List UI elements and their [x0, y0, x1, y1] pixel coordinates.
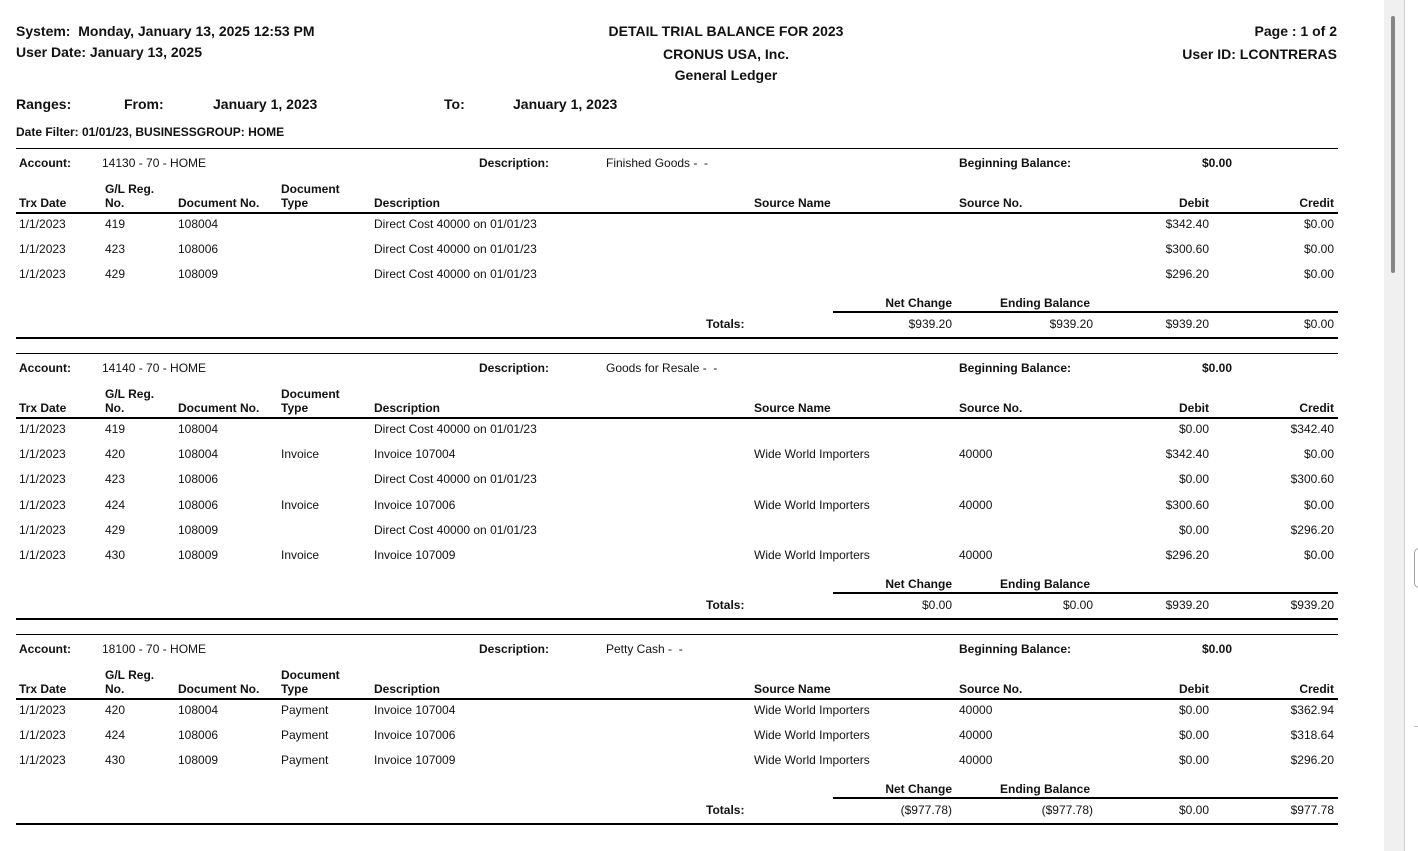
cell-gl-reg: 430	[105, 548, 126, 562]
account-description: Petty Cash - -	[606, 642, 683, 656]
cell-credit: $0.00	[1303, 217, 1334, 231]
cell-source-name: Wide World Importers	[754, 548, 870, 562]
cell-credit: $0.00	[1303, 267, 1334, 281]
to-label: To:	[444, 96, 465, 112]
cell-debit: $0.00	[1178, 753, 1209, 767]
net-change-label: Net Change	[885, 782, 952, 796]
col-source-name: Source Name	[754, 196, 831, 210]
col-gl-reg-no: No.	[105, 682, 125, 696]
col-trx-date: Trx Date	[19, 196, 67, 210]
cell-source-name: Wide World Importers	[754, 703, 870, 717]
account-number: 14140 - 70 - HOME	[102, 361, 207, 375]
cell-debit: $0.00	[1178, 422, 1209, 436]
col-credit: Credit	[1299, 196, 1334, 210]
cell-debit: $300.60	[1165, 498, 1209, 512]
cell-document-no: 108006	[178, 242, 219, 256]
net-change-label: Net Change	[885, 577, 952, 591]
col-gl-reg-no: No.	[105, 196, 125, 210]
cell-trx-date: 1/1/2023	[19, 728, 66, 742]
col-debit: Debit	[1179, 682, 1209, 696]
cell-document-no: 108006	[178, 498, 219, 512]
cell-trx-date: 1/1/2023	[19, 523, 66, 537]
cell-credit: $342.40	[1290, 422, 1334, 436]
page-number: Page : 1 of 2	[1254, 23, 1337, 39]
cell-source-name: Wide World Importers	[754, 753, 870, 767]
total-net-change: ($977.78)	[900, 803, 952, 817]
col-description: Description	[374, 401, 441, 415]
cell-document-no: 108009	[178, 548, 219, 562]
cell-document-no: 108004	[178, 422, 219, 436]
cell-trx-date: 1/1/2023	[19, 242, 66, 256]
total-credit: $977.78	[1290, 803, 1334, 817]
total-net-change: $939.20	[908, 317, 952, 331]
cell-description: Invoice 107004	[374, 447, 456, 461]
col-document-type: Document	[281, 387, 340, 401]
header-rule	[16, 417, 1338, 419]
from-value: January 1, 2023	[213, 96, 318, 112]
cell-trx-date: 1/1/2023	[19, 267, 66, 281]
cell-document-no: 108009	[178, 267, 219, 281]
total-debit: $0.00	[1178, 803, 1209, 817]
cell-credit: $0.00	[1303, 447, 1334, 461]
total-ending-balance: ($977.78)	[1041, 803, 1093, 817]
col-debit: Debit	[1179, 401, 1209, 415]
total-credit: $0.00	[1303, 317, 1334, 331]
cell-description: Direct Cost 40000 on 01/01/23	[374, 422, 537, 436]
cell-document-no: 108009	[178, 753, 219, 767]
cell-credit: $296.20	[1290, 753, 1334, 767]
cell-gl-reg: 423	[105, 242, 126, 256]
description-label: Description:	[479, 361, 550, 375]
cell-trx-date: 1/1/2023	[19, 217, 66, 231]
ranges-label: Ranges:	[16, 96, 72, 112]
section-top-rule	[16, 634, 1338, 635]
total-debit: $939.20	[1165, 317, 1209, 331]
col-gl-reg-no: No.	[105, 401, 125, 415]
description-label: Description:	[479, 156, 550, 170]
system-label: System:	[16, 23, 71, 39]
col-document-no: Document No.	[178, 401, 260, 415]
cell-debit: $342.40	[1165, 217, 1209, 231]
col-document-no: Document No.	[178, 682, 260, 696]
cell-gl-reg: 420	[105, 703, 126, 717]
cell-description: Invoice 107006	[374, 728, 456, 742]
col-document-type-2: Type	[281, 401, 309, 415]
section-bottom-rule	[16, 823, 1338, 825]
cell-trx-date: 1/1/2023	[19, 703, 66, 717]
section-top-rule	[16, 353, 1338, 354]
cell-source-no: 40000	[959, 703, 993, 717]
col-credit: Credit	[1299, 401, 1334, 415]
cell-credit: $318.64	[1290, 728, 1334, 742]
cell-document-type: Invoice	[281, 447, 320, 461]
cell-description: Direct Cost 40000 on 01/01/23	[374, 217, 537, 231]
cell-trx-date: 1/1/2023	[19, 422, 66, 436]
total-ending-balance: $939.20	[1049, 317, 1093, 331]
cell-description: Direct Cost 40000 on 01/01/23	[374, 472, 537, 486]
system-datetime	[16, 23, 315, 39]
cell-credit: $362.94	[1290, 703, 1334, 717]
cell-source-no: 40000	[959, 548, 993, 562]
user-date: User Date: January 13, 2025	[16, 44, 202, 60]
beginning-balance-value: $0.00	[1201, 642, 1233, 656]
totals-label: Totals:	[706, 803, 745, 817]
date-filter: Date Filter: 01/01/23, BUSINESSGROUP: HOME	[16, 125, 285, 139]
cell-source-no: 40000	[959, 728, 993, 742]
account-number: 14130 - 70 - HOME	[102, 156, 207, 170]
ending-balance-label: Ending Balance	[1000, 577, 1091, 591]
beginning-balance-label: Beginning Balance:	[959, 361, 1072, 375]
cell-gl-reg: 423	[105, 472, 126, 486]
beginning-balance-value: $0.00	[1201, 361, 1233, 375]
net-change-label: Net Change	[885, 296, 952, 310]
report-title: DETAIL TRIAL BALANCE FOR 2023	[608, 23, 844, 39]
cell-trx-date: 1/1/2023	[19, 498, 66, 512]
account-description: Goods for Resale - -	[606, 361, 718, 375]
cell-document-no: 108006	[178, 728, 219, 742]
totals-rule	[833, 592, 1338, 594]
cell-description: Invoice 107006	[374, 498, 456, 512]
col-document-no: Document No.	[178, 196, 260, 210]
cell-gl-reg: 429	[105, 523, 126, 537]
beginning-balance-label: Beginning Balance:	[959, 156, 1072, 170]
ending-balance-label: Ending Balance	[1000, 296, 1091, 310]
cell-gl-reg: 429	[105, 267, 126, 281]
cell-debit: $300.60	[1165, 242, 1209, 256]
cell-source-name: Wide World Importers	[754, 728, 870, 742]
col-source-name: Source Name	[754, 401, 831, 415]
account-number: 18100 - 70 - HOME	[102, 642, 207, 656]
cell-credit: $300.60	[1290, 472, 1334, 486]
col-source-name: Source Name	[754, 682, 831, 696]
cell-source-no: 40000	[959, 498, 993, 512]
cell-gl-reg: 424	[105, 728, 126, 742]
total-credit: $939.20	[1290, 598, 1334, 612]
cell-document-no: 108004	[178, 217, 219, 231]
account-label: Account:	[19, 156, 71, 170]
col-description: Description	[374, 682, 441, 696]
col-document-type-2: Type	[281, 196, 309, 210]
cell-debit: $0.00	[1178, 472, 1209, 486]
col-gl-reg: G/L Reg.	[105, 668, 155, 682]
cell-trx-date: 1/1/2023	[19, 447, 66, 461]
total-net-change: $0.00	[921, 598, 952, 612]
cell-source-name: Wide World Importers	[754, 447, 870, 461]
account-label: Account:	[19, 361, 71, 375]
cell-debit: $342.40	[1165, 447, 1209, 461]
totals-label: Totals:	[706, 598, 745, 612]
col-trx-date: Trx Date	[19, 401, 67, 415]
totals-rule	[833, 797, 1338, 799]
cell-source-name: Wide World Importers	[754, 498, 870, 512]
cell-gl-reg: 419	[105, 422, 126, 436]
vertical-scrollbar[interactable]	[1384, 0, 1405, 851]
col-trx-date: Trx Date	[19, 682, 67, 696]
cell-document-no: 108009	[178, 523, 219, 537]
scrollbar-thumb[interactable]	[1391, 16, 1395, 273]
cell-document-type: Payment	[281, 728, 329, 742]
cell-description: Invoice 107009	[374, 548, 456, 562]
cell-debit: $296.20	[1165, 267, 1209, 281]
cell-trx-date: 1/1/2023	[19, 548, 66, 562]
cell-document-type: Payment	[281, 703, 329, 717]
from-label: From:	[124, 96, 164, 112]
cell-gl-reg: 419	[105, 217, 126, 231]
cell-gl-reg: 424	[105, 498, 126, 512]
cell-debit: $0.00	[1178, 523, 1209, 537]
col-description: Description	[374, 196, 441, 210]
beginning-balance-value: $0.00	[1201, 156, 1233, 170]
cell-description: Invoice 107004	[374, 703, 456, 717]
cell-description: Direct Cost 40000 on 01/01/23	[374, 523, 537, 537]
col-document-type-2: Type	[281, 682, 309, 696]
cell-debit: $296.20	[1165, 548, 1209, 562]
cell-trx-date: 1/1/2023	[19, 472, 66, 486]
panel-toggle-handle[interactable]	[1414, 548, 1418, 588]
cell-document-no: 108004	[178, 703, 219, 717]
cell-description: Direct Cost 40000 on 01/01/23	[374, 242, 537, 256]
cell-credit: $296.20	[1290, 523, 1334, 537]
description-label: Description:	[479, 642, 550, 656]
cell-source-no: 40000	[959, 753, 993, 767]
beginning-balance-label: Beginning Balance:	[959, 642, 1072, 656]
account-description: Finished Goods - -	[606, 156, 709, 170]
col-debit: Debit	[1179, 196, 1209, 210]
total-debit: $939.20	[1165, 598, 1209, 612]
col-document-type: Document	[281, 668, 340, 682]
total-ending-balance: $0.00	[1062, 598, 1093, 612]
side-panel-edge	[1405, 0, 1418, 851]
cell-credit: $0.00	[1303, 498, 1334, 512]
header-rule	[16, 698, 1338, 700]
cell-debit: $0.00	[1178, 728, 1209, 742]
company-name: CRONUS USA, Inc.	[662, 46, 789, 62]
col-source-no: Source No.	[959, 682, 1023, 696]
cell-gl-reg: 420	[105, 447, 126, 461]
section-bottom-rule	[16, 337, 1338, 339]
user-id: User ID: LCONTRERAS	[1182, 46, 1337, 62]
cell-credit: $0.00	[1303, 242, 1334, 256]
col-source-no: Source No.	[959, 401, 1023, 415]
cell-document-type: Payment	[281, 753, 329, 767]
cell-gl-reg: 430	[105, 753, 126, 767]
section-bottom-rule	[16, 618, 1338, 620]
ledger-name: General Ledger	[674, 67, 778, 83]
totals-label: Totals:	[706, 317, 745, 331]
cell-description: Direct Cost 40000 on 01/01/23	[374, 267, 537, 281]
to-value: January 1, 2023	[513, 96, 618, 112]
cell-source-no: 40000	[959, 447, 993, 461]
cell-credit: $0.00	[1303, 548, 1334, 562]
col-credit: Credit	[1299, 682, 1334, 696]
totals-rule	[833, 311, 1338, 313]
col-document-type: Document	[281, 182, 340, 196]
account-label: Account:	[19, 642, 71, 656]
system-value: Monday, January 13, 2025 12:53 PM	[78, 23, 315, 39]
section-top-rule	[16, 148, 1338, 149]
header-rule	[16, 212, 1338, 214]
cell-document-type: Invoice	[281, 498, 320, 512]
divider	[1414, 726, 1418, 727]
cell-debit: $0.00	[1178, 703, 1209, 717]
ending-balance-label: Ending Balance	[1000, 782, 1091, 796]
cell-document-no: 108006	[178, 472, 219, 486]
cell-document-no: 108004	[178, 447, 219, 461]
col-gl-reg: G/L Reg.	[105, 182, 155, 196]
cell-description: Invoice 107009	[374, 753, 456, 767]
cell-trx-date: 1/1/2023	[19, 753, 66, 767]
col-source-no: Source No.	[959, 196, 1023, 210]
col-gl-reg: G/L Reg.	[105, 387, 155, 401]
cell-document-type: Invoice	[281, 548, 320, 562]
